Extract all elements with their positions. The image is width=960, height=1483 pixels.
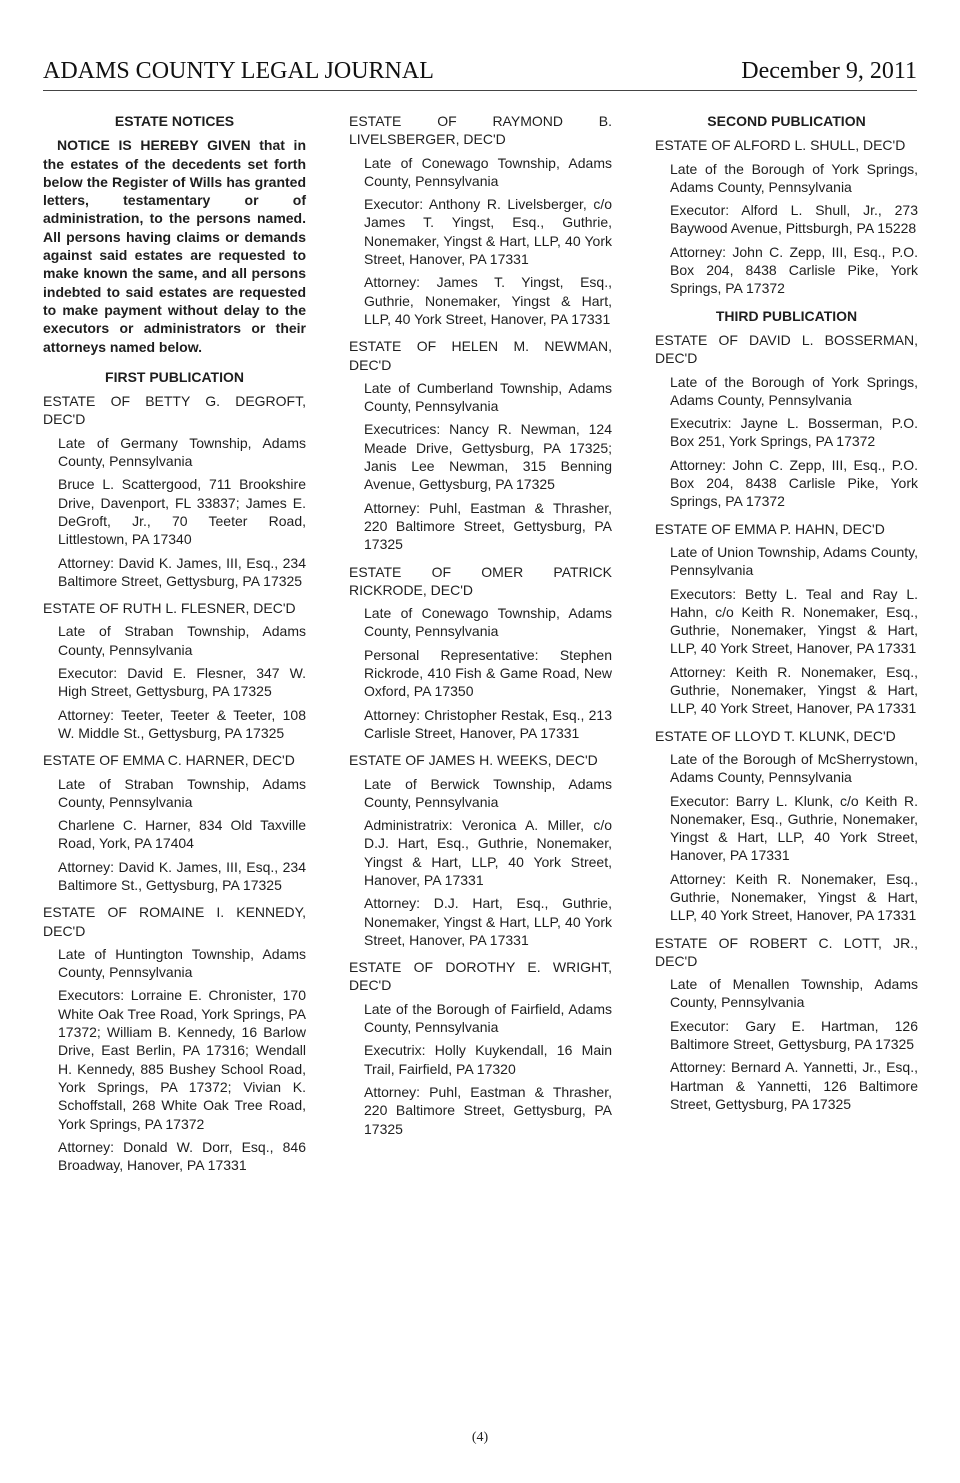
estate-title: ESTATE OF ALFORD L. SHULL, DEC'D <box>655 137 906 154</box>
estate-residence: Late of Germany Township, Adams County, Pennsylvania <box>58 434 306 470</box>
estate-title: ESTATE OF RUTH L. FLESNER, DEC'D <box>43 600 296 617</box>
estate-attorney: Attorney: David K. James, III, Esq., 234 Baltimore Street, Gettysburg, PA 17325 <box>58 554 306 589</box>
estate-representative: Personal Representative: Stephen Rickrode, 410 Fish & Game Road, New Oxford, PA 17350 <box>364 646 612 700</box>
estate-representative: Executor: Anthony R. Livelsberger, c/o James T. Yingst, Esq., Guthrie, Nonemaker, Yingst & Hart, LLP, 40 York Street, Hanover, PA 17331 <box>364 196 612 268</box>
estate-residence: Late of Conewago Township, Adams County, Pennsylvania <box>364 154 612 189</box>
estate-representative: Executrix: Jayne L. Bosserman, P.O. Box 251, York Springs, PA 17372 <box>670 415 918 450</box>
estate-representative: Executrices: Nancy R. Newman, 124 Meade Drive, Gettysburg, PA 17325; Janis Lee Newman, 315 Benning Avenue, Gettysburg, PA 17325 <box>364 421 612 493</box>
estate-attorney: Attorney: John C. Zepp, III, Esq., P.O. Box 204, 8438 Carlisle Pike, York Springs, PA 17372 <box>670 456 918 510</box>
estate-attorney: Attorney: Puhl, Eastman & Thrasher, 220 Baltimore Street, Gettysburg, PA 17325 <box>364 499 612 553</box>
estate-representative: Charlene C. Harner, 834 Old Taxville Road, York, PA 17404 <box>58 817 306 852</box>
estate-representative: Executor: Alford L. Shull, Jr., 273 Baywood Avenue, Pittsburgh, PA 15228 <box>670 202 918 237</box>
column-3 <box>655 112 918 1122</box>
estate-entry <box>655 331 918 511</box>
journal-title: ADAMS COUNTY LEGAL JOURNAL <box>43 58 434 84</box>
column-1 <box>43 112 306 1183</box>
estate-attorney: Attorney: Keith R. Nonemaker, Esq., Guthrie, Nonemaker, Yingst & Hart, LLP, 40 York Street, Hanover, PA 17331 <box>670 870 918 924</box>
page-number: (4) <box>471 1430 489 1445</box>
estate-entry <box>43 903 306 1174</box>
estate-title: ESTATE OF EMMA C. HARNER, DEC'D <box>43 752 295 769</box>
first-publication-heading: FIRST PUBLICATION <box>105 368 244 385</box>
estate-residence: Late of the Borough of York Springs, Adams County, Pennsylvania <box>670 373 918 408</box>
issue-date: December 9, 2011 <box>741 58 917 84</box>
estate-title: ESTATE OF DAVID L. BOSSERMAN, DEC'D <box>655 331 918 367</box>
estate-title: ESTATE OF LLOYD T. KLUNK, DEC'D <box>655 727 896 744</box>
estate-attorney: Attorney: D.J. Hart, Esq., Guthrie, Nonemaker, Yingst & Hart, LLP, 40 York Street, Hanover, PA 17331 <box>364 895 612 948</box>
column-2 <box>349 112 612 1147</box>
notice-paragraph <box>43 136 306 356</box>
estate-representative: Executor: Barry L. Klunk, c/o Keith R. Nonemaker, Esq., Guthrie, Nonemaker, Yingst & Hart, LLP, 40 York Street, Hanover, PA 17331 <box>670 792 918 864</box>
estate-attorney: Attorney: David K. James, III, Esq., 234 Baltimore St., Gettysburg, PA 17325 <box>58 858 306 893</box>
estate-residence: Late of the Borough of Fairfield, Adams County, Pennsylvania <box>364 1000 612 1036</box>
estate-entry <box>43 751 306 894</box>
estate-representative: Executors: Lorraine E. Chronister, 170 White Oak Tree Road, York Springs, PA 17372; William B. Kennedy, 16 Barlow Drive, East Berlin, PA 17316; Wendall H. Kennedy, 885 Bushey School Road, York Springs, PA 17372; Vivian K. Schoffstall, 268 White Oak Tree Road, York Springs, PA 17372 <box>58 987 306 1132</box>
estate-entry <box>349 958 612 1138</box>
estate-attorney: Attorney: Donald W. Dorr, Esq., 846 Broadway, Hanover, PA 17331 <box>58 1138 306 1174</box>
estate-title: ESTATE OF JAMES H. WEEKS, DEC'D <box>349 752 598 769</box>
estate-title: ESTATE OF ROBERT C. LOTT, JR., DEC'D <box>655 934 918 969</box>
estate-residence: Late of Huntington Township, Adams County, Pennsylvania <box>58 945 306 981</box>
estate-entry <box>43 392 306 590</box>
estate-entry <box>655 520 918 718</box>
estate-attorney: Attorney: Christopher Restak, Esq., 213 Carlisle Street, Hanover, PA 17331 <box>364 706 612 741</box>
estate-representative: Bruce L. Scattergood, 711 Brookshire Drive, Davenport, FL 33837; James E. DeGroft, Jr., 70 Teeter Road, Littlestown, PA 17340 <box>58 476 306 548</box>
estate-title: ESTATE OF RAYMOND B. LIVELSBERGER, DEC'D <box>349 113 612 148</box>
estate-entry <box>349 337 612 553</box>
estate-entry <box>43 599 306 742</box>
estate-title: ESTATE OF DOROTHY E. WRIGHT, DEC'D <box>349 959 612 994</box>
notice-text: NOTICE IS HEREBY GIVEN that in the estates of the decedents set forth below the Register of Wills has granted letters, testamentary or of administration, to the persons named. All persons having claims or demands against said estates are requested to make known the same, and all persons indebted to said estates are requested to make payment without delay to the executors or administrators or their attorneys named below. <box>43 137 306 355</box>
estate-title: ESTATE OF BETTY G. DEGROFT, DEC'D <box>43 393 306 428</box>
estate-attorney: Attorney: Teeter, Teeter & Teeter, 108 W. Middle St., Gettysburg, PA 17325 <box>58 706 306 741</box>
estate-title: ESTATE OF OMER PATRICK RICKRODE, DEC'D <box>349 563 612 598</box>
third-publication-heading: THIRD PUBLICATION <box>715 307 858 324</box>
estate-residence: Late of Union Township, Adams County, Pennsylvania <box>670 543 918 579</box>
estate-entry <box>349 563 612 743</box>
estate-representative: Executor: Gary E. Hartman, 126 Baltimore Street, Gettysburg, PA 17325 <box>670 1017 918 1053</box>
masthead <box>43 54 917 91</box>
estate-residence: Late of Conewago Township, Adams County, Pennsylvania <box>364 605 612 640</box>
second-publication-heading: SECOND PUBLICATION <box>707 113 866 129</box>
estate-representative: Administratrix: Veronica A. Miller, c/o D.J. Hart, Esq., Guthrie, Nonemaker, Yingst & Hart, LLP, 40 York Street, Hanover, PA 17331 <box>364 817 612 888</box>
estate-entry <box>655 934 918 1114</box>
estate-residence: Late of Straban Township, Adams County, Pennsylvania <box>58 623 306 658</box>
estate-attorney: Attorney: John C. Zepp, III, Esq., P.O. Box 204, 8438 Carlisle Pike, York Springs, PA 17372 <box>670 243 918 297</box>
estate-residence: Late of Straban Township, Adams County, Pennsylvania <box>58 775 306 810</box>
estate-entry <box>655 727 918 925</box>
estate-residence: Late of Menallen Township, Adams County, Pennsylvania <box>670 976 918 1011</box>
estate-notices-heading: ESTATE NOTICES <box>114 113 235 129</box>
estate-title: ESTATE OF EMMA P. HAHN, DEC'D <box>655 520 885 537</box>
estate-attorney: Attorney: Bernard A. Yannetti, Jr., Esq., Hartman & Yannetti, 126 Baltimore Street, Gettysburg, PA 17325 <box>670 1059 918 1112</box>
estate-title: ESTATE OF HELEN M. NEWMAN, DEC'D <box>349 338 612 373</box>
estate-attorney: Attorney: Puhl, Eastman & Thrasher, 220 Baltimore Street, Gettysburg, PA 17325 <box>364 1083 612 1137</box>
estate-residence: Late of Cumberland Township, Adams County, Pennsylvania <box>364 379 612 415</box>
estate-residence: Late of Berwick Township, Adams County, Pennsylvania <box>364 775 612 810</box>
estate-representative: Executrix: Holly Kuykendall, 16 Main Trail, Fairfield, PA 17320 <box>364 1042 612 1077</box>
estate-attorney: Attorney: James T. Yingst, Esq., Guthrie, Nonemaker, Yingst & Hart, LLP, 40 York Street, Hanover, PA 17331 <box>364 274 612 327</box>
estate-entry <box>655 136 918 297</box>
estate-attorney: Attorney: Keith R. Nonemaker, Esq., Guthrie, Nonemaker, Yingst & Hart, LLP, 40 York Street, Hanover, PA 17331 <box>670 663 918 717</box>
estate-entry <box>349 112 612 328</box>
estate-entry <box>349 751 612 949</box>
estate-title: ESTATE OF ROMAINE I. KENNEDY, DEC'D <box>43 904 306 939</box>
estate-residence: Late of the Borough of York Springs, Adams County, Pennsylvania <box>670 160 918 195</box>
estate-representative: Executor: David E. Flesner, 347 W. High Street, Gettysburg, PA 17325 <box>58 665 306 700</box>
estate-representative: Executors: Betty L. Teal and Ray L. Hahn, c/o Keith R. Nonemaker, Esq., Guthrie, Nonemaker, Yingst & Hart, LLP, 40 York Street, Hanover, PA 17331 <box>670 585 918 657</box>
estate-residence: Late of the Borough of McSherrystown, Adams County, Pennsylvania <box>670 750 918 786</box>
